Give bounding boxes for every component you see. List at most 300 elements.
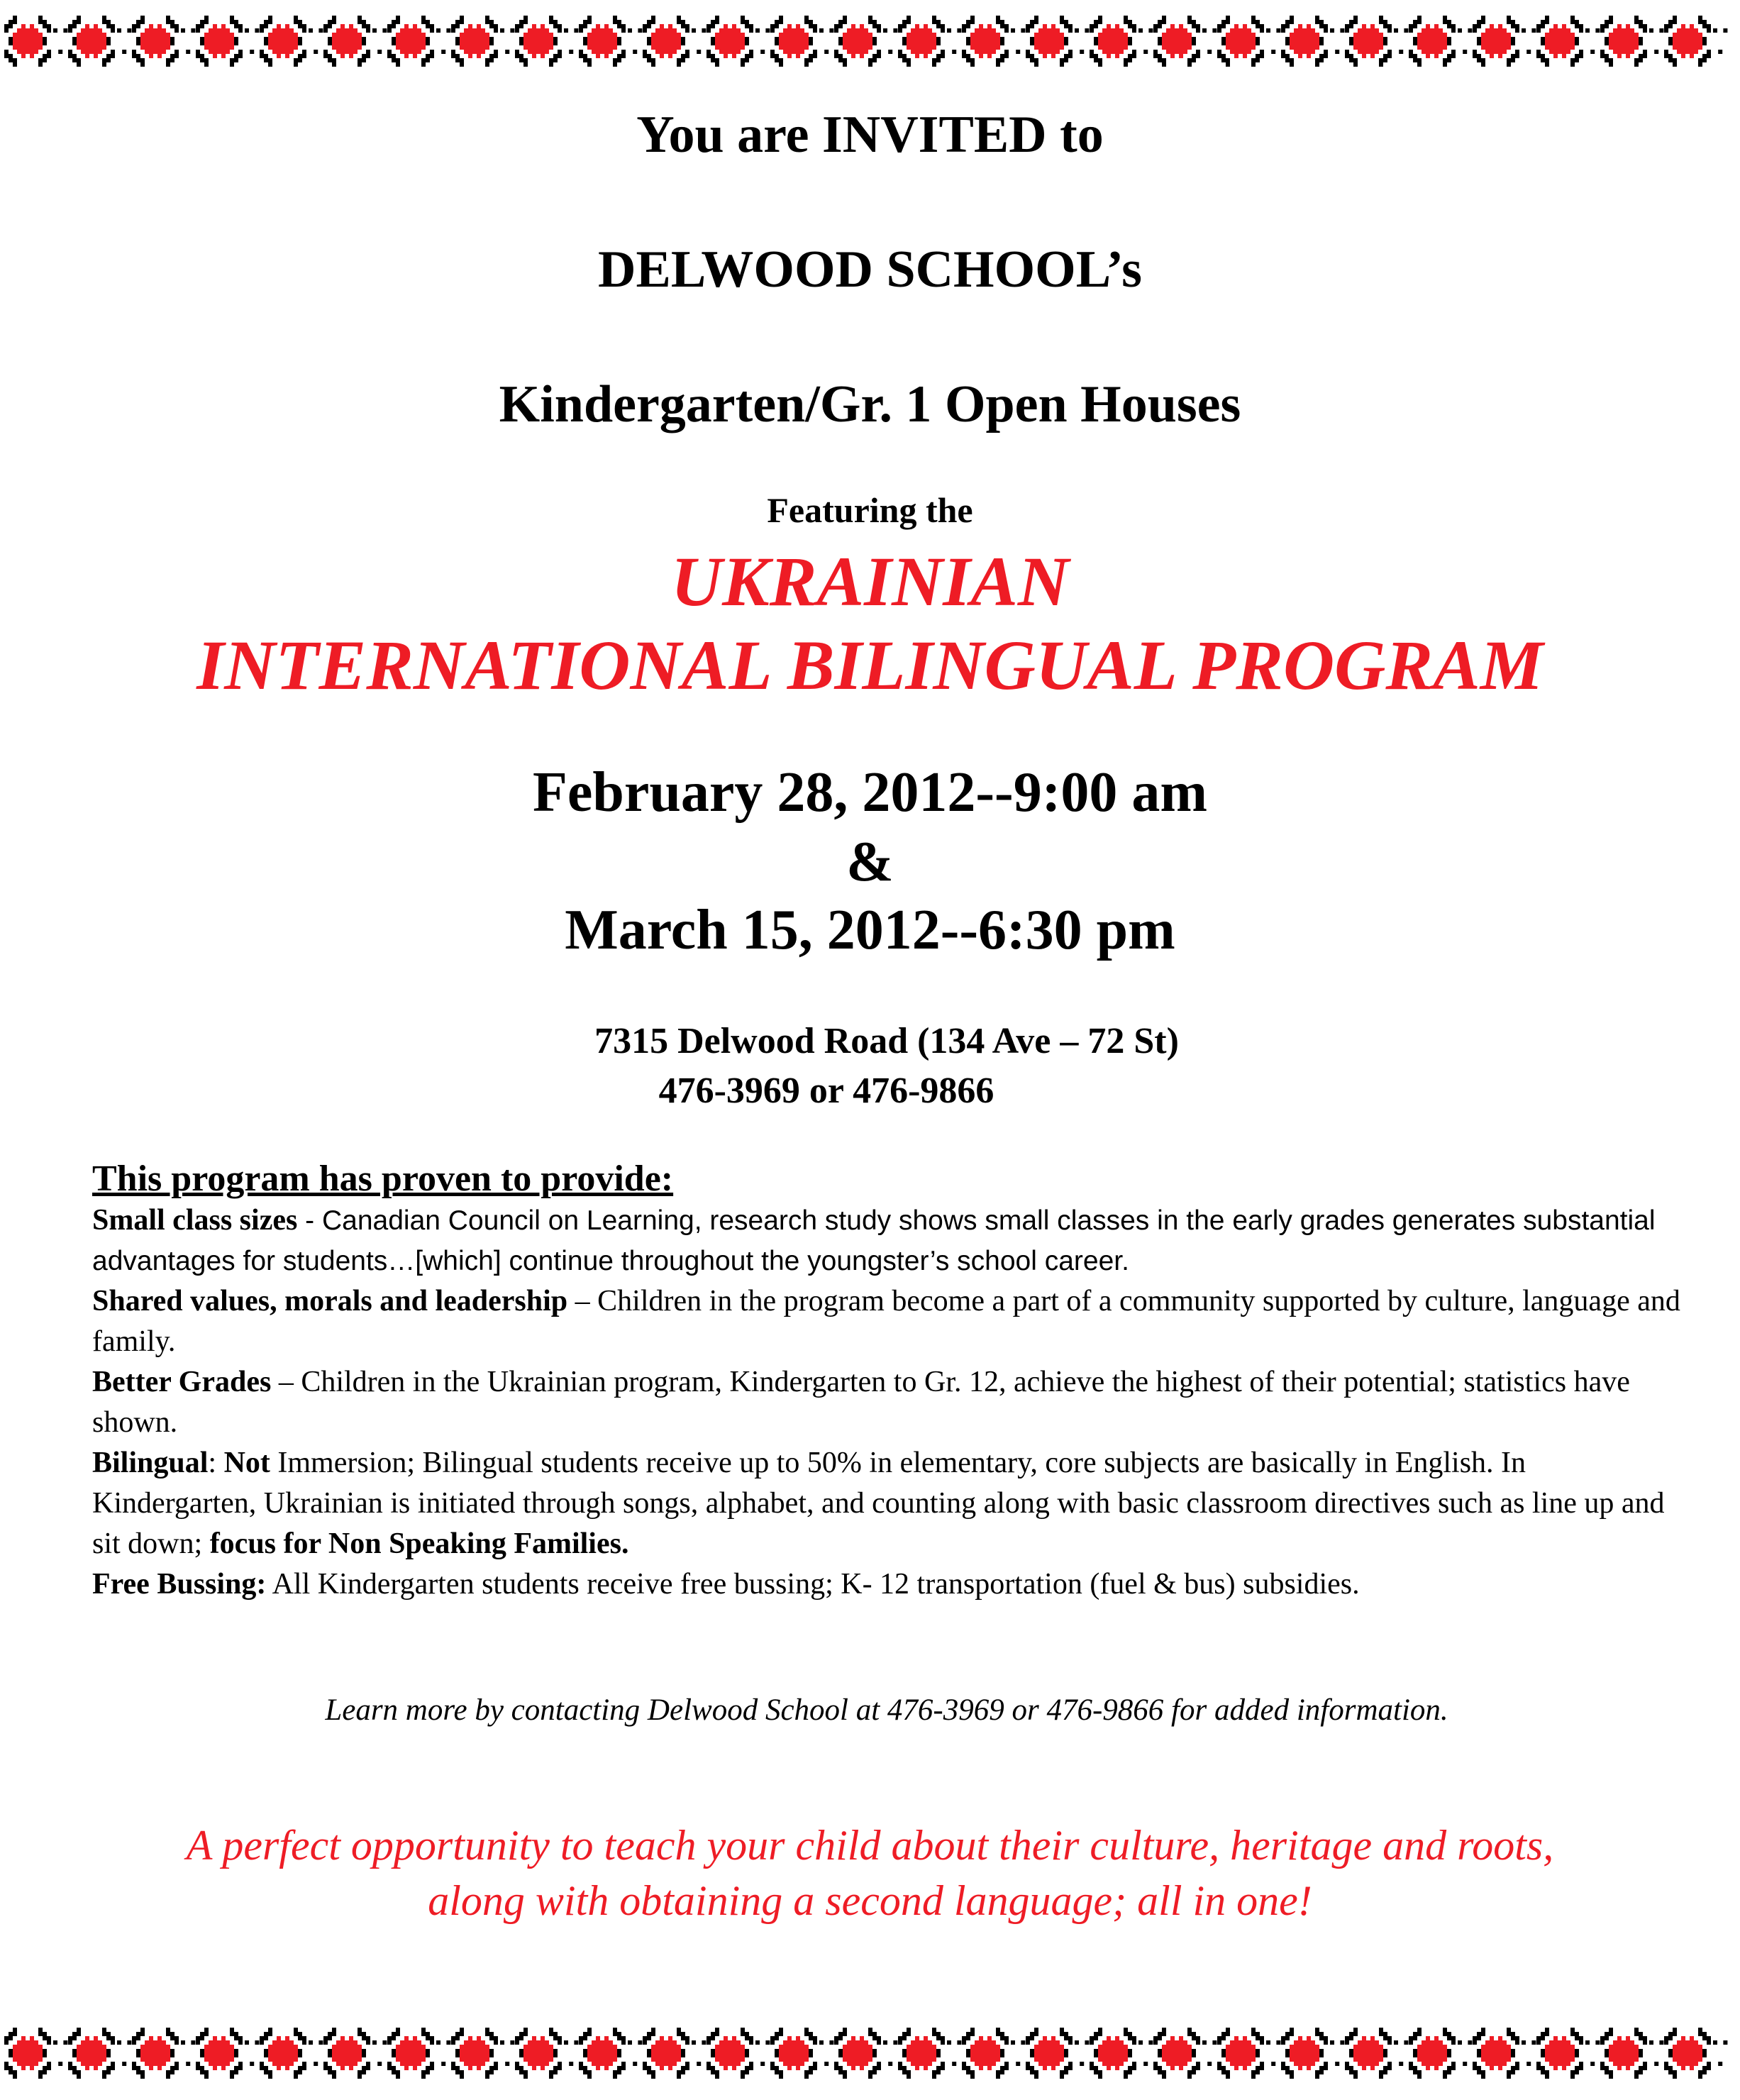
border-stitch bbox=[358, 2028, 362, 2032]
border-stitch bbox=[1034, 2045, 1038, 2049]
border-stitch bbox=[677, 33, 681, 37]
border-stitch bbox=[421, 2045, 426, 2049]
border-stitch bbox=[932, 2045, 936, 2049]
border-stitch bbox=[992, 37, 996, 41]
border-stitch bbox=[1345, 2040, 1349, 2045]
border-stitch bbox=[1196, 2062, 1200, 2066]
border-stitch bbox=[238, 28, 243, 33]
border-stitch bbox=[970, 37, 975, 41]
border-stitch bbox=[536, 2062, 541, 2066]
border-stitch bbox=[915, 2049, 919, 2053]
border-stitch bbox=[1098, 2074, 1102, 2079]
border-stitch bbox=[1502, 45, 1507, 50]
border-stitch bbox=[30, 54, 34, 58]
border-stitch bbox=[724, 41, 728, 45]
border-connector-stitch bbox=[1659, 2040, 1663, 2045]
border-stitch bbox=[1673, 2053, 1677, 2057]
border-stitch bbox=[604, 54, 609, 58]
border-stitch bbox=[1422, 2062, 1426, 2066]
border-stitch bbox=[111, 2040, 115, 2045]
border-stitch bbox=[596, 28, 600, 33]
border-stitch bbox=[558, 28, 562, 33]
border-stitch bbox=[770, 28, 775, 33]
border-stitch bbox=[170, 24, 174, 28]
border-stitch bbox=[1677, 2049, 1681, 2053]
border-stitch bbox=[1609, 62, 1613, 67]
border-stitch bbox=[1609, 2057, 1613, 2062]
border-stitch bbox=[915, 41, 919, 45]
border-stitch bbox=[264, 24, 268, 28]
border-stitch bbox=[613, 2070, 617, 2074]
border-stitch bbox=[140, 45, 145, 50]
border-stitch bbox=[932, 62, 936, 67]
border-stitch bbox=[234, 2036, 238, 2040]
border-stitch bbox=[1256, 24, 1260, 28]
border-stitch bbox=[541, 50, 545, 54]
border-stitch bbox=[855, 33, 860, 37]
border-stitch bbox=[1162, 37, 1166, 41]
border-stitch bbox=[987, 2066, 992, 2070]
border-stitch bbox=[417, 2040, 421, 2045]
border-stitch bbox=[1124, 58, 1128, 62]
border-stitch bbox=[1294, 2045, 1298, 2049]
border-stitch bbox=[1034, 62, 1038, 67]
border-stitch bbox=[928, 2053, 932, 2057]
border-stitch bbox=[621, 54, 626, 58]
border-stitch bbox=[664, 28, 668, 33]
border-stitch bbox=[132, 54, 136, 58]
learn-more-note: Learn more by contacting Delwood School at 476-3969 or 476-9866 for added information. bbox=[325, 1693, 1448, 1727]
border-stitch bbox=[1196, 2066, 1200, 2070]
border-stitch bbox=[1107, 2036, 1111, 2040]
border-stitch bbox=[323, 2036, 328, 2040]
border-stitch bbox=[302, 54, 306, 58]
border-stitch bbox=[9, 2053, 13, 2057]
border-stitch bbox=[230, 2053, 234, 2057]
border-stitch bbox=[1485, 2053, 1490, 2057]
border-stitch bbox=[196, 2036, 200, 2040]
border-stitch bbox=[1128, 2070, 1132, 2074]
border-stitch bbox=[298, 54, 302, 58]
border-stitch bbox=[1238, 50, 1243, 54]
border-stitch bbox=[285, 2053, 289, 2057]
border-stitch bbox=[102, 41, 106, 45]
border-stitch bbox=[728, 41, 732, 45]
border-stitch bbox=[221, 50, 226, 54]
border-stitch bbox=[1128, 2036, 1132, 2040]
border-stitch bbox=[1549, 50, 1553, 54]
border-connector-stitch bbox=[1718, 50, 1722, 54]
border-stitch bbox=[1307, 28, 1311, 33]
border-stitch bbox=[209, 28, 213, 33]
border-stitch bbox=[1315, 2057, 1319, 2062]
border-stitch bbox=[1256, 2049, 1260, 2053]
border-stitch bbox=[1256, 2053, 1260, 2057]
border-stitch bbox=[1502, 2049, 1507, 2053]
border-stitch bbox=[787, 54, 792, 58]
border-connector-stitch bbox=[255, 2040, 259, 2045]
border-stitch bbox=[553, 41, 558, 45]
border-stitch bbox=[426, 2053, 430, 2057]
border-stitch bbox=[409, 41, 413, 45]
closing-line-1: A perfect opportunity to teach your child about their culture, heritage and roots, bbox=[186, 1822, 1554, 1869]
border-stitch bbox=[102, 2045, 106, 2049]
border-stitch bbox=[962, 28, 966, 33]
border-stitch bbox=[519, 41, 523, 45]
border-stitch bbox=[1158, 37, 1162, 41]
border-stitch bbox=[1490, 24, 1494, 28]
border-stitch bbox=[1443, 16, 1447, 20]
border-stitch bbox=[872, 2032, 877, 2036]
border-stitch bbox=[404, 33, 409, 37]
border-stitch bbox=[9, 37, 13, 41]
border-stitch bbox=[1319, 2070, 1324, 2074]
border-stitch bbox=[1051, 2062, 1055, 2066]
border-stitch bbox=[26, 2040, 30, 2045]
border-stitch bbox=[1609, 16, 1613, 20]
border-stitch bbox=[145, 2057, 149, 2062]
border-stitch bbox=[1256, 41, 1260, 45]
border-stitch bbox=[204, 37, 209, 41]
border-stitch bbox=[1251, 2049, 1256, 2053]
border-stitch bbox=[864, 28, 868, 33]
border-stitch bbox=[613, 20, 617, 24]
border-stitch bbox=[1681, 24, 1685, 28]
border-stitch bbox=[226, 2062, 230, 2066]
border-stitch bbox=[1000, 54, 1004, 58]
border-stitch bbox=[13, 45, 17, 50]
border-stitch bbox=[460, 2049, 464, 2053]
border-stitch bbox=[140, 2074, 145, 2079]
border-stitch bbox=[1447, 20, 1451, 24]
border-stitch bbox=[1664, 2066, 1668, 2070]
border-stitch bbox=[728, 33, 732, 37]
border-stitch bbox=[149, 50, 153, 54]
border-stitch bbox=[872, 2070, 877, 2074]
border-stitch bbox=[1158, 24, 1162, 28]
border-stitch bbox=[1694, 33, 1698, 37]
border-stitch bbox=[1549, 45, 1553, 50]
border-stitch bbox=[1226, 2070, 1230, 2074]
border-stitch bbox=[1098, 2053, 1102, 2057]
border-stitch bbox=[38, 2032, 43, 2036]
border-stitch bbox=[1673, 62, 1677, 67]
border-stitch bbox=[804, 37, 809, 41]
border-stitch bbox=[1439, 37, 1443, 41]
border-stitch bbox=[166, 2070, 170, 2074]
border-stitch bbox=[213, 2057, 217, 2062]
border-stitch bbox=[340, 54, 345, 58]
border-stitch bbox=[264, 58, 268, 62]
border-stitch bbox=[779, 45, 783, 50]
border-stitch bbox=[592, 2057, 596, 2062]
border-stitch bbox=[643, 2040, 647, 2045]
border-stitch bbox=[1187, 2074, 1192, 2079]
border-stitch bbox=[332, 2070, 336, 2074]
border-stitch bbox=[468, 50, 472, 54]
border-stitch bbox=[98, 2053, 102, 2057]
border-stitch bbox=[779, 16, 783, 20]
border-stitch bbox=[1553, 2057, 1558, 2062]
border-stitch bbox=[1473, 2062, 1477, 2066]
border-stitch bbox=[1158, 58, 1162, 62]
border-stitch bbox=[221, 24, 226, 28]
border-stitch bbox=[464, 2057, 468, 2062]
border-stitch bbox=[1285, 2036, 1290, 2040]
border-stitch bbox=[336, 37, 340, 41]
border-stitch bbox=[843, 62, 847, 67]
border-stitch bbox=[1349, 24, 1353, 28]
border-stitch bbox=[719, 37, 724, 41]
border-stitch bbox=[340, 2049, 345, 2053]
embroidery-border-bottom bbox=[0, 2028, 1740, 2079]
border-stitch bbox=[579, 50, 583, 54]
border-stitch bbox=[872, 2036, 877, 2040]
border-stitch bbox=[1294, 2053, 1298, 2057]
border-connector-stitch bbox=[829, 28, 833, 33]
border-stitch bbox=[596, 2049, 600, 2053]
border-stitch bbox=[1566, 2057, 1570, 2062]
border-stitch bbox=[387, 2036, 392, 2040]
border-stitch bbox=[1626, 45, 1630, 50]
border-connector-stitch bbox=[692, 2040, 696, 2045]
border-stitch bbox=[268, 62, 272, 67]
border-stitch bbox=[741, 2074, 745, 2079]
border-stitch bbox=[336, 50, 340, 54]
border-stitch bbox=[549, 2074, 553, 2079]
border-stitch bbox=[796, 37, 800, 41]
border-stitch bbox=[472, 37, 477, 41]
border-stitch bbox=[230, 2074, 234, 2079]
border-stitch bbox=[145, 37, 149, 41]
border-stitch bbox=[1690, 2036, 1694, 2040]
border-stitch bbox=[1702, 2032, 1707, 2036]
border-stitch bbox=[1064, 24, 1068, 28]
border-stitch bbox=[392, 54, 396, 58]
border-stitch bbox=[1038, 2062, 1043, 2066]
border-stitch bbox=[907, 58, 911, 62]
border-stitch bbox=[102, 58, 106, 62]
border-stitch bbox=[1545, 20, 1549, 24]
border-stitch bbox=[1481, 2049, 1485, 2053]
border-stitch bbox=[681, 58, 685, 62]
benefit-closing-bold: focus for Non Speaking Families. bbox=[209, 1527, 629, 1560]
border-stitch bbox=[924, 54, 928, 58]
border-stitch bbox=[1562, 33, 1566, 37]
border-stitch bbox=[1051, 28, 1055, 33]
border-stitch bbox=[1183, 28, 1187, 33]
border-stitch bbox=[1579, 50, 1583, 54]
border-stitch bbox=[672, 2040, 677, 2045]
border-stitch bbox=[1439, 2049, 1443, 2053]
border-stitch bbox=[140, 62, 145, 67]
border-connector-stitch bbox=[952, 2062, 956, 2066]
border-stitch bbox=[617, 2036, 621, 2040]
border-stitch bbox=[1609, 2049, 1613, 2053]
border-stitch bbox=[1051, 2036, 1055, 2040]
border-stitch bbox=[1702, 58, 1707, 62]
border-stitch bbox=[294, 2074, 298, 2079]
border-stitch bbox=[1422, 33, 1426, 37]
border-stitch bbox=[1153, 50, 1158, 54]
border-stitch bbox=[366, 2040, 370, 2045]
border-stitch bbox=[1447, 2070, 1451, 2074]
school-name: DELWOOD SCHOOL’s bbox=[598, 241, 1142, 299]
border-stitch bbox=[1162, 2045, 1166, 2049]
border-stitch bbox=[174, 24, 179, 28]
border-stitch bbox=[1166, 2062, 1170, 2066]
border-stitch bbox=[1545, 2053, 1549, 2057]
border-stitch bbox=[975, 50, 979, 54]
border-stitch bbox=[1507, 2053, 1511, 2057]
border-stitch bbox=[340, 24, 345, 28]
border-stitch bbox=[600, 2053, 604, 2057]
border-stitch bbox=[907, 2070, 911, 2074]
border-stitch bbox=[685, 2040, 689, 2045]
border-stitch bbox=[553, 58, 558, 62]
border-stitch bbox=[4, 24, 9, 28]
border-stitch bbox=[1507, 2028, 1511, 2032]
border-stitch bbox=[1413, 2036, 1417, 2040]
border-stitch bbox=[1230, 37, 1234, 41]
border-stitch bbox=[907, 20, 911, 24]
border-stitch bbox=[1375, 45, 1379, 50]
border-connector-stitch bbox=[1021, 28, 1025, 33]
border-stitch bbox=[855, 2049, 860, 2053]
border-stitch bbox=[1234, 2049, 1238, 2053]
border-stitch bbox=[260, 54, 264, 58]
border-stitch bbox=[1221, 41, 1226, 45]
border-connector-stitch bbox=[127, 2040, 131, 2045]
border-stitch bbox=[328, 58, 332, 62]
border-stitch bbox=[1498, 24, 1502, 28]
border-stitch bbox=[281, 41, 285, 45]
border-stitch bbox=[72, 2049, 77, 2053]
border-stitch bbox=[204, 16, 209, 20]
border-stitch bbox=[1553, 50, 1558, 54]
border-stitch bbox=[970, 2045, 975, 2049]
border-stitch bbox=[9, 2049, 13, 2053]
border-stitch bbox=[1545, 2057, 1549, 2062]
border-stitch bbox=[1379, 2074, 1383, 2079]
border-stitch bbox=[1285, 24, 1290, 28]
border-stitch bbox=[1511, 2066, 1515, 2070]
border-stitch bbox=[796, 41, 800, 45]
border-stitch bbox=[1690, 50, 1694, 54]
border-stitch bbox=[481, 2062, 485, 2066]
border-stitch bbox=[1285, 2049, 1290, 2053]
border-stitch bbox=[1681, 2053, 1685, 2057]
border-stitch bbox=[715, 2032, 719, 2036]
border-stitch bbox=[732, 2053, 736, 2057]
border-stitch bbox=[1349, 20, 1353, 24]
border-stitch bbox=[1579, 2040, 1583, 2045]
border-stitch bbox=[1681, 2040, 1685, 2045]
border-stitch bbox=[983, 33, 987, 37]
border-stitch bbox=[289, 2057, 294, 2062]
border-stitch bbox=[617, 54, 621, 58]
border-stitch bbox=[1570, 2074, 1575, 2079]
border-connector-stitch bbox=[186, 50, 190, 54]
border-stitch bbox=[1443, 2057, 1447, 2062]
border-stitch bbox=[30, 37, 34, 41]
border-stitch bbox=[1630, 2040, 1634, 2045]
border-connector-stitch bbox=[1266, 28, 1270, 33]
border-stitch bbox=[1707, 28, 1711, 33]
border-stitch bbox=[915, 2040, 919, 2045]
border-connector-stitch bbox=[309, 28, 313, 33]
border-stitch bbox=[919, 41, 924, 45]
border-stitch bbox=[877, 24, 881, 28]
benefit-item-small-classes bbox=[92, 1200, 1681, 1281]
border-stitch bbox=[234, 2053, 238, 2057]
border-stitch bbox=[1298, 2057, 1302, 2062]
border-stitch bbox=[1179, 37, 1183, 41]
border-stitch bbox=[549, 37, 553, 41]
border-stitch bbox=[966, 24, 970, 28]
border-stitch bbox=[532, 2062, 536, 2066]
border-stitch bbox=[664, 2057, 668, 2062]
border-connector-stitch bbox=[574, 28, 578, 33]
border-stitch bbox=[1379, 16, 1383, 20]
border-stitch bbox=[1609, 20, 1613, 24]
border-stitch bbox=[481, 50, 485, 54]
border-stitch bbox=[170, 2053, 174, 2057]
border-stitch bbox=[604, 2053, 609, 2057]
border-stitch bbox=[1443, 2053, 1447, 2057]
border-stitch bbox=[532, 2053, 536, 2057]
border-stitch bbox=[855, 2040, 860, 2045]
border-stitch bbox=[13, 20, 17, 24]
border-stitch bbox=[843, 2045, 847, 2049]
border-stitch bbox=[1473, 54, 1477, 58]
border-stitch bbox=[1379, 2057, 1383, 2062]
border-stitch bbox=[1370, 2062, 1375, 2066]
border-stitch bbox=[1307, 2045, 1311, 2049]
border-stitch bbox=[1498, 2045, 1502, 2049]
border-stitch bbox=[132, 50, 136, 54]
border-stitch bbox=[345, 28, 349, 33]
border-stitch bbox=[1690, 2049, 1694, 2053]
border-stitch bbox=[558, 24, 562, 28]
border-stitch bbox=[996, 2053, 1000, 2057]
border-stitch bbox=[332, 2053, 336, 2057]
border-stitch bbox=[1170, 54, 1175, 58]
border-stitch bbox=[1004, 2040, 1009, 2045]
border-stitch bbox=[1549, 37, 1553, 41]
border-stitch bbox=[358, 2032, 362, 2036]
border-connector-stitch bbox=[58, 50, 62, 54]
border-stitch bbox=[149, 2049, 153, 2053]
border-stitch bbox=[1617, 2045, 1622, 2049]
border-stitch bbox=[851, 45, 855, 50]
border-stitch bbox=[298, 20, 302, 24]
border-connector-stitch bbox=[893, 28, 897, 33]
border-stitch bbox=[1694, 2057, 1698, 2062]
embroidery-border-bottom-graphic bbox=[0, 2028, 1740, 2079]
border-connector-stitch bbox=[1531, 2040, 1536, 2045]
border-stitch bbox=[1170, 37, 1175, 41]
border-stitch bbox=[1234, 2053, 1238, 2057]
border-stitch bbox=[1630, 2057, 1634, 2062]
border-stitch bbox=[1541, 2070, 1545, 2074]
border-stitch bbox=[541, 2040, 545, 2045]
border-stitch bbox=[1690, 2066, 1694, 2070]
border-stitch bbox=[1477, 37, 1481, 41]
border-stitch bbox=[294, 20, 298, 24]
border-stitch bbox=[668, 50, 672, 54]
border-stitch bbox=[238, 24, 243, 28]
